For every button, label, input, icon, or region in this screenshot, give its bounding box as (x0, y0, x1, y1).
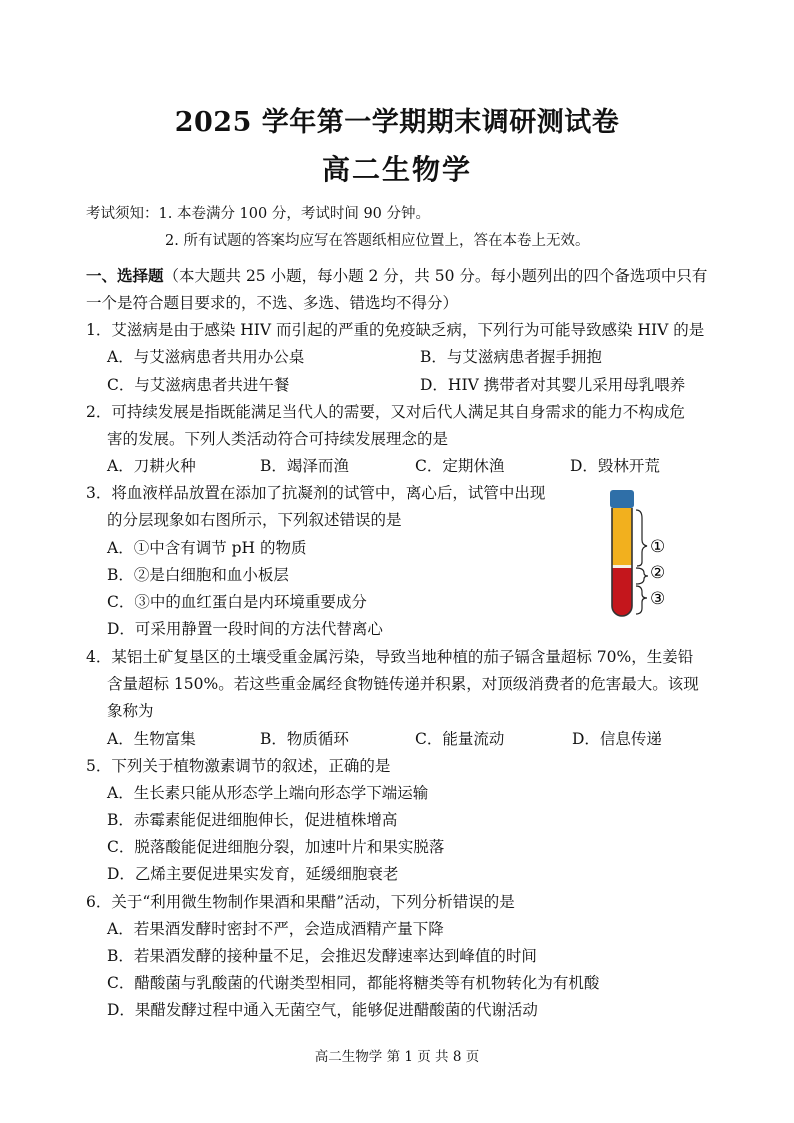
section-description: （本大题共 25 小题，每小题 2 分，共 50 分。每小题列出的四个备选项中只有 (163, 267, 708, 285)
question-2-option-d: D．毁林开荒 (570, 457, 660, 475)
question-5-option-d: D．乙烯主要促进果实发育，延缓细胞衰老 (107, 865, 399, 883)
question-2-option-a: A．刀耕火种 (107, 457, 196, 475)
question-6-option-b: B．若果酒发酵的接种量不足，会推迟发酵速率达到峰值的时间 (107, 947, 537, 965)
notice-line-1: 考试须知：1. 本卷满分 100 分，考试时间 90 分钟。 (86, 206, 431, 222)
question-5-option-b: B．赤霉素能促进细胞伸长，促进植株增高 (107, 811, 398, 829)
question-1-stem: 1．艾滋病是由于感染 HIV 而引起的严重的免疫缺乏病，下列行为可能导致感染 HIV 的是 (86, 321, 705, 339)
section-description-2: 一个是符合题目要求的，不选、多选、错选均不得分） (86, 294, 459, 312)
question-5-option-c: C．脱落酸能促进细胞分裂，加速叶片和果实脱落 (107, 838, 445, 856)
question-6-option-d: D．果醋发酵过程中通入无菌空气，能够促进醋酸菌的代谢活动 (107, 1001, 538, 1019)
question-3-option-d: D．可采用静置一段时间的方法代替离心 (107, 620, 383, 638)
centrifuge-tube-figure (600, 488, 690, 628)
page-footer: 高二生物学 第 1 页 共 8 页 (314, 1049, 480, 1065)
question-4-stem-2: 含量超标 150%。若这些重金属经食物链传递并积累，对顶级消费者的危害最大。该现 (107, 675, 699, 693)
test-tube-diagram (600, 488, 690, 628)
question-3-option-a: A．①中含有调节 pH 的物质 (107, 539, 307, 557)
question-3-stem-1: 3．将血液样品放置在添加了抗凝剂的试管中，离心后，试管中出现 (86, 484, 546, 502)
question-5-stem: 5．下列关于植物激素调节的叙述，正确的是 (86, 757, 391, 775)
plasma-brace (636, 510, 647, 566)
question-2-option-b: B．竭泽而渔 (260, 457, 349, 475)
question-4-stem-1: 4．某铝土矿复垦区的土壤受重金属污染，导致当地种植的茄子镉含量超标 70%，生姜铅 (86, 648, 694, 666)
question-4-option-b: B．物质循环 (260, 730, 349, 748)
question-2-stem-1: 2．可持续发展是指既能满足当代人的需要，又对后代人满足其自身需求的能力不构成危 (86, 403, 685, 421)
question-3-option-b: B．②是白细胞和血小板层 (107, 566, 289, 584)
question-1-option-a: A．与艾滋病患者共用办公桌 (107, 348, 305, 366)
question-2-option-c: C．定期休渔 (415, 457, 505, 475)
buffy-brace (636, 568, 648, 584)
question-4-option-a: A．生物富集 (107, 730, 196, 748)
red-blood-cell-layer (612, 568, 632, 616)
exam-subject: 高二生物学 (321, 153, 472, 186)
figure-label-1: ① (650, 537, 666, 557)
question-4-option-d: D．信息传递 (572, 730, 662, 748)
section-heading: 一、选择题 (86, 266, 164, 285)
tube-cap (610, 490, 634, 508)
figure-label-3: ③ (650, 589, 666, 609)
question-6-option-c: C．醋酸菌与乳酸菌的代谢类型相同，都能将糖类等有机物转化为有机酸 (107, 974, 600, 992)
question-6-option-a: A．若果酒发酵时密封不严，会造成酒精产量下降 (107, 920, 444, 938)
question-3-option-c: C．③中的血红蛋白是内环境重要成分 (107, 593, 367, 611)
question-1-option-c: C．与艾滋病患者共进午餐 (107, 376, 290, 394)
rbc-brace (636, 586, 647, 614)
question-1-option-b: B．与艾滋病患者握手拥抱 (420, 348, 602, 366)
question-1-option-d: D．HIV 携带者对其婴儿采用母乳喂养 (420, 376, 686, 394)
question-5-option-a: A．生长素只能从形态学上端向形态学下端运输 (107, 784, 429, 802)
plasma-layer (612, 508, 632, 565)
buffy-coat-layer (612, 565, 632, 568)
question-4-stem-3: 象称为 (107, 702, 154, 720)
section-heading-line (86, 266, 707, 286)
exam-title: 2025 学年第一学期期末调研测试卷 (174, 107, 620, 138)
figure-label-2: ② (650, 563, 666, 583)
question-4-option-c: C．能量流动 (415, 730, 505, 748)
notice-line-2: 2. 所有试题的答案均应写在答题纸相应位置上，答在本卷上无效。 (165, 233, 590, 249)
question-2-stem-2: 害的发展。下列人类活动符合可持续发展理念的是 (107, 430, 449, 448)
question-6-stem: 6．关于“利用微生物制作果酒和果醋”活动，下列分析错误的是 (86, 893, 515, 911)
question-3-stem-2: 的分层现象如右图所示，下列叙述错误的是 (107, 511, 402, 529)
